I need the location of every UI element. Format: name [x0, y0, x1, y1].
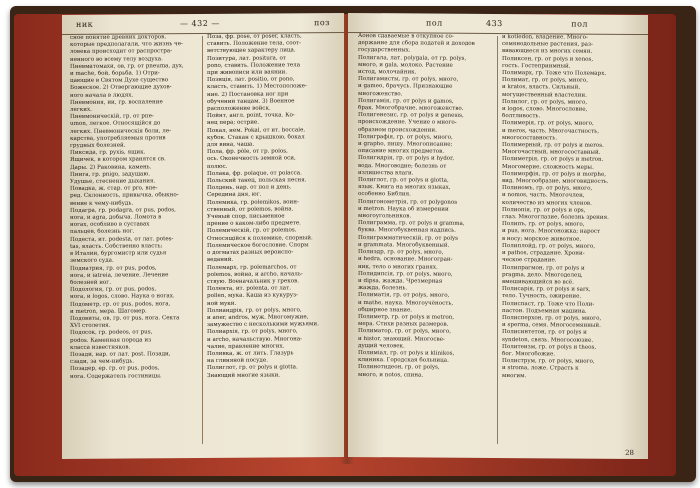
left-column-1 [70, 34, 198, 445]
text-line: Полиархія, гр. от polys, много, [207, 328, 298, 336]
text-line: и dipsa, жажда. Чрезмерная [358, 277, 443, 285]
text-line: Полиграмма, гр. от polys и gramma, [358, 220, 465, 228]
text-line: ной муки. [207, 300, 237, 307]
text-line: и mathe, наука. Многоучёность, [358, 299, 454, 307]
text-line: болезней ног. [70, 279, 111, 286]
text-line: Полемическій, гр. от polemos. [207, 227, 297, 235]
text-line: держание для сбора податей и доходов [358, 40, 475, 48]
text-line: нога, и iatreia, лечение. Лечение [70, 271, 169, 279]
text-line: Пойнт, англ. point, точка. Ко- [207, 112, 295, 120]
text-line: Знающий многие языки. [207, 372, 281, 379]
text-line: многоженство. [358, 90, 403, 97]
text-line: ного начала в людях. [70, 92, 134, 99]
text-line: Полигамисты, гр. от polys, много, [358, 76, 459, 83]
text-line: Позитура, лат. positura, от [207, 55, 286, 62]
text-line: и metron. Наука об измерении [358, 205, 449, 213]
text-line: Ученый спор, письменное [207, 213, 285, 221]
text-line: Полигала, лат. polygala, от гр. polys, [358, 54, 467, 62]
left-header-left: ник [76, 19, 94, 29]
text-line: кубок. Стакан с крышкою, бокал [207, 134, 305, 141]
text-line: Пневмония, ии, гр. воспаление [70, 99, 163, 106]
text-line: нога. Содержатель гостиницы. [70, 372, 162, 380]
text-line: Позиція, лат. positio, от pono, [207, 76, 295, 84]
text-line: излишества влаги. [358, 169, 414, 177]
text-line: обширное знание. [358, 306, 413, 314]
right-column-2 [502, 34, 636, 445]
text-line: Полиметрія, гр. от polys и metron. [502, 156, 604, 164]
text-line: XVI столетия. [70, 322, 111, 330]
text-line: ние. 2) Постановка ног при [207, 91, 289, 98]
text-line: вмешивающийся во всё. [502, 278, 574, 286]
text-line: вение к чему-нибудь. [70, 200, 134, 207]
text-line: Подиатрия, гр. от pus, podos, [70, 264, 157, 272]
text-line: Полиграфія, гр. от polys, много, [358, 133, 453, 141]
text-line: многоугольников. [358, 213, 412, 220]
text-line: пальцев, болезнь ног. [70, 228, 135, 236]
text-line: Полимарх, гр. Тоже что Полемарх. [502, 70, 607, 77]
text-line: ногах, особливо в суставах [70, 221, 150, 229]
text-line: могущественный властелин. [502, 91, 587, 99]
text-line: мера. Стихи разных размеров. [358, 321, 449, 328]
text-line: обучении танцам. 3) Военное [207, 98, 295, 105]
text-line: тело. Тучность, ожирение. [502, 293, 582, 300]
left-header-page-number: — 432 — [180, 18, 220, 29]
text-line: Полиэдр, гр. от polys, много, [358, 249, 444, 256]
text-line: Ящичек, в котором хранятся св. [70, 156, 166, 164]
text-line: и archo, начальствую. Многона- [207, 335, 303, 343]
text-line: Полиглот, гр. от polys и glotta. [207, 364, 298, 372]
text-line: многосоставность. [502, 134, 558, 142]
text-line: Полемарх, гр. polemarchos, от [207, 263, 297, 271]
text-line: Поливка, ж. от лить. Глазурь [207, 350, 294, 357]
text-line: Полипъ, гр. от polys, много, [502, 221, 585, 228]
text-line: Подометр, гр. от pus, podos, нога, [70, 300, 171, 308]
text-line: Полиструм, гр. от polys, много, [502, 358, 595, 365]
text-line: umon, легкое. Относящійся до [70, 120, 161, 128]
text-line: Полигонометрія, гр. от polygonos [358, 198, 458, 206]
text-line: Полдень, нар. от пол и день. [207, 184, 292, 192]
text-line: легких. [70, 106, 92, 113]
text-line: Пнига, гр. pnigo, задушаю. [70, 171, 151, 178]
text-line: образном происхождении. [358, 126, 437, 134]
text-line: Полиплойд, гр. от polys, много, [502, 242, 596, 250]
text-line: Удушье, стеснение дыхания. [70, 178, 156, 185]
text-line: Политеизм, гр. от polys и theos, [502, 343, 597, 351]
text-line: нога, и logos, слово. Наука о ногах. [70, 293, 175, 301]
text-line: Полигамія, гр. от polys и gamos, [358, 97, 454, 105]
text-line: и aner, andros, муж. Многомужие, [207, 314, 309, 321]
text-line: Покал, нем. Pokal, от ит. boccale, [207, 126, 306, 134]
text-line: Полигидрія, гр. от polys и hydor, [358, 155, 454, 163]
text-line: Аонов сдаваемые в откупное со- [358, 33, 454, 40]
text-line: Полемика, гр. polemikos, воин- [207, 199, 299, 206]
text-line: Полиміал, гр. от polys и klinikos, [358, 349, 455, 357]
text-line: Повадка, ж. стар. от pro, впе- [70, 185, 158, 193]
text-line: бог. Многобожие. [502, 350, 556, 358]
text-line: Полиматор, гр. от polys, много, [358, 328, 451, 335]
text-line: легких. Пневмоническія боли, ле- [70, 127, 172, 135]
text-line: pragma, дело. Многоделец, [502, 271, 583, 279]
right-header-left: пол [426, 18, 443, 28]
text-line: podos. Каменная порода из [70, 336, 152, 344]
text-line: ческое страдание. [502, 257, 557, 264]
text-line: класса известняков. [70, 344, 131, 351]
text-line: Позади, нар. от лат. post. Позади, [70, 351, 171, 358]
text-line: Дары. 2) Раковина, камень. [70, 164, 152, 171]
text-line: расположение войск. [207, 105, 271, 113]
text-line: особенно Библия. [358, 191, 411, 198]
text-line: Полиглот, гр. от polys и glotta, [358, 177, 449, 184]
right-column-1 [358, 33, 492, 444]
text-line: карства, употребляемыя против [70, 135, 166, 142]
text-line: ставить. Положение тела, соот- [207, 40, 302, 48]
text-line: Полента, ит. polenta, от лат. [207, 285, 291, 293]
text-line: Полака, фр. polaque, от polacca. [207, 170, 302, 177]
text-line: и hedra, основание. Многогран- [358, 256, 453, 263]
text-line: сное понятие древних докторов, [70, 34, 167, 41]
text-line: ветствующее характеру лица. [207, 47, 296, 55]
text-line: многим. [502, 372, 527, 379]
text-line: в Италии, бургомистр или судья [70, 250, 167, 258]
text-line: и kotledon, владение. Много- [502, 34, 588, 41]
left-header-right: поз [313, 18, 330, 28]
text-line: Полимерный, гр. от polys и meros. [502, 142, 604, 149]
text-line: Польский танец, польская песня. [207, 177, 307, 185]
text-line: Полисарія, гр. от polys и sarx, [502, 286, 591, 293]
text-line: Полидипсія, гр. от polys, много, [358, 270, 453, 278]
text-line: дущий человек. [358, 342, 405, 350]
text-line: Полиандрія, гр. от polys, много, [207, 307, 302, 314]
text-line: замужество с несколькими мужьями. [207, 321, 319, 329]
text-line: и sperma, семя. Многосемянный. [502, 322, 601, 329]
text-line: Подосок, гр. podeos, от pus, [70, 329, 153, 337]
text-line: Полисинтетон, гр. от polys и [502, 329, 587, 336]
text-line: Полемическое богословие. Споры [207, 242, 309, 249]
right-page [348, 13, 648, 459]
text-line: Полигенезис, гр. от polys и genesis, [358, 112, 464, 119]
text-line: жажда, болезнь. [358, 285, 408, 292]
text-line: ственный, от polemos, война. [207, 206, 294, 213]
text-line: семянодольные растения, раз- [502, 41, 593, 48]
text-line: и mache, бой, борьба. 1) Отри- [70, 70, 160, 77]
text-line: Полипрагмон, гр. от polys и [502, 264, 585, 272]
text-line: брак. Многобрачие, многоженство. [358, 105, 464, 112]
text-line: Пневмоническій, гр. от рпе- [70, 113, 154, 121]
text-line: вивающиеся из многих семян. [502, 48, 593, 56]
text-line: Подеста, ит. podesta, от лат. potes- [70, 235, 174, 243]
text-line: в носу; морское животное. [502, 235, 582, 243]
text-line: ствую. Военачальник у греков. [207, 278, 299, 285]
text-line: Многочастный, многосоставный. [502, 149, 601, 156]
text-line: пастон. Подъемная машина. [502, 307, 587, 315]
text-line: Поза, фр. pose, от poser, класть, [207, 33, 302, 40]
text-line: Полиномъ, гр. от polys, много, [502, 185, 593, 192]
text-line: нец пера; острие. [207, 120, 260, 127]
left-column-divider [202, 36, 203, 444]
right-header-page-number: 433 [486, 18, 503, 29]
text-line: polemos, война, и archo, началь- [207, 271, 303, 278]
text-line: ненного во всему телу воздуха. [70, 55, 163, 63]
text-line: язык. Книга на многих языках, [358, 184, 451, 191]
text-line: Полиопія, гр. от polys и ops, [502, 206, 586, 214]
text-line: и histor, знающий. Многосве- [358, 335, 445, 343]
text-line: Полимерія, гр. от polys, много, [502, 120, 594, 128]
right-column-divider [497, 36, 498, 444]
text-line: много, и gala, молоко. Растение [358, 61, 453, 69]
text-line: Середина дня, юг. [207, 192, 262, 199]
text-line: сзади, за чем-нибудь. [70, 358, 135, 366]
right-page-folio: 28 [625, 448, 634, 457]
text-line: количество из многих членов. [502, 199, 592, 207]
text-line: болтливость. [502, 113, 541, 120]
text-line: ловека происходит от распростра- [70, 48, 173, 56]
text-line: клиника. Городская больница. [358, 357, 449, 364]
text-line: о догматах разных вероиспо- [207, 249, 294, 257]
right-header-right: пол [571, 19, 588, 29]
text-line: нога, и agra, добыча. Ломота в [70, 214, 162, 222]
text-line: и nomos, часть. Многочлен, [502, 192, 585, 200]
text-line: pono, ставить. Положение тела [207, 62, 301, 69]
text-line: и gameo, брачусь. Признающие [358, 83, 453, 91]
text-line: ред. Склонность, привычка, обыкно- [70, 192, 179, 200]
text-line: и grapho, пишу. Многописание; [358, 141, 453, 148]
text-line: pollen, мука. Каша из кукуруз- [207, 292, 298, 300]
text-line: Поликсен, гр. от polys и xenos, [502, 55, 594, 63]
text-line: Полисперхон, гр. от polys, много, [502, 314, 602, 322]
text-line: Позадер, ер. гр. от pus, podos, [70, 365, 160, 373]
text-line: Полиграмматическій, гр. от polys [358, 234, 459, 242]
text-line: Божеское. 2) Отвергающие духов- [70, 84, 172, 92]
text-line: и metron, мера. Шагомер. [70, 308, 147, 315]
text-line: ник, тело о многих гранях. [358, 263, 438, 271]
text-line: истод, молочайник. [358, 69, 417, 76]
text-line: государственных. [358, 47, 411, 54]
text-line: описание многих предметов. [358, 148, 444, 155]
text-line: Подовиты, ов, гр. от pus, нога. Секта [70, 315, 180, 322]
text-line: Полинотидеон, гр. от polys, [358, 364, 440, 371]
text-line: и kratos, власть. Сильный, [502, 84, 581, 91]
text-line: Полиматія, гр. от polys, много, [358, 292, 450, 299]
text-line: и logos, слово. Многословие, [502, 106, 588, 113]
left-page [62, 13, 344, 459]
text-line: Полиморфія, гр. от polys и morphe, [502, 170, 607, 178]
text-line: прение о каком-либо предмете. [207, 220, 301, 228]
text-line: вода. Многоводие; болезнь от [358, 162, 447, 170]
text-line: чалие, правление многих. [207, 343, 285, 350]
text-line: syndeton, связь. Многосоюзие. [502, 336, 594, 344]
text-line: при живописи или ваянии. [207, 69, 288, 76]
text-line: много, и notos, спина. [358, 371, 424, 379]
text-line: для вина, чаша. [207, 141, 255, 149]
text-line: вид. Многообразие, многовидность. [502, 178, 609, 185]
text-line: Пневматомахи, ов, гр. от pneuma, дух, [70, 62, 184, 70]
left-column-2 [207, 33, 335, 444]
text-line: полюс. [207, 163, 228, 170]
text-line: Полилог, гр. от polys, много, [502, 98, 588, 106]
text-line: tas, власть. Собственно власть; [70, 243, 163, 250]
text-line: грудных болезней. [70, 142, 126, 149]
text-line: Полиметр, гр. от polys и metron, [358, 313, 455, 321]
text-line: Относящійся к полемике, спорный. [207, 234, 313, 242]
text-line: и grammata. Многобуквенный. [358, 241, 450, 249]
text-line: класть, ставить. 1) Местоположе- [207, 83, 307, 91]
text-line: земского суда. [70, 257, 114, 265]
text-line: цающие в Святом Духе существо [70, 77, 169, 85]
text-line: ось. Оконечность земной оси, [207, 155, 296, 163]
text-line: и meros, часть. Многочастность, [502, 127, 599, 135]
text-line: глаз. Многоглазие, болезнь зрения. [502, 214, 609, 221]
text-line: и stroma, ложе. Страсть к [502, 365, 579, 372]
text-line: Пиксида, гр. рухis, ящик. [70, 149, 146, 157]
text-line: которые предполагали, что жизнь че- [70, 41, 183, 49]
text-line: веданий. [207, 257, 234, 264]
text-line: Полимат, гр. от polys, много, [502, 77, 589, 84]
text-line: Полиспаст, гр. Тоже что Поли- [502, 300, 595, 308]
text-line: гость. Гостеприимный. [502, 62, 571, 70]
text-line: буква. Многобуквенная надпись. [358, 227, 456, 235]
text-line: и pus, нога. Многоножка; нарост [502, 228, 601, 236]
text-line: Многомерие, сложность меры. [502, 163, 594, 171]
text-line: Подагра, гр. podagra, от pus, podos, [70, 207, 176, 214]
text-line: Пола, фр. pôle, от гр. polos, [207, 148, 288, 156]
text-line: происхождение. Учение о много- [358, 119, 457, 127]
text-line: и pathos, страдание. Хрони- [502, 250, 585, 257]
text-line: на глиняной посуде. [207, 357, 268, 365]
text-line: Подология, гр. от pus, podos, [70, 286, 157, 294]
